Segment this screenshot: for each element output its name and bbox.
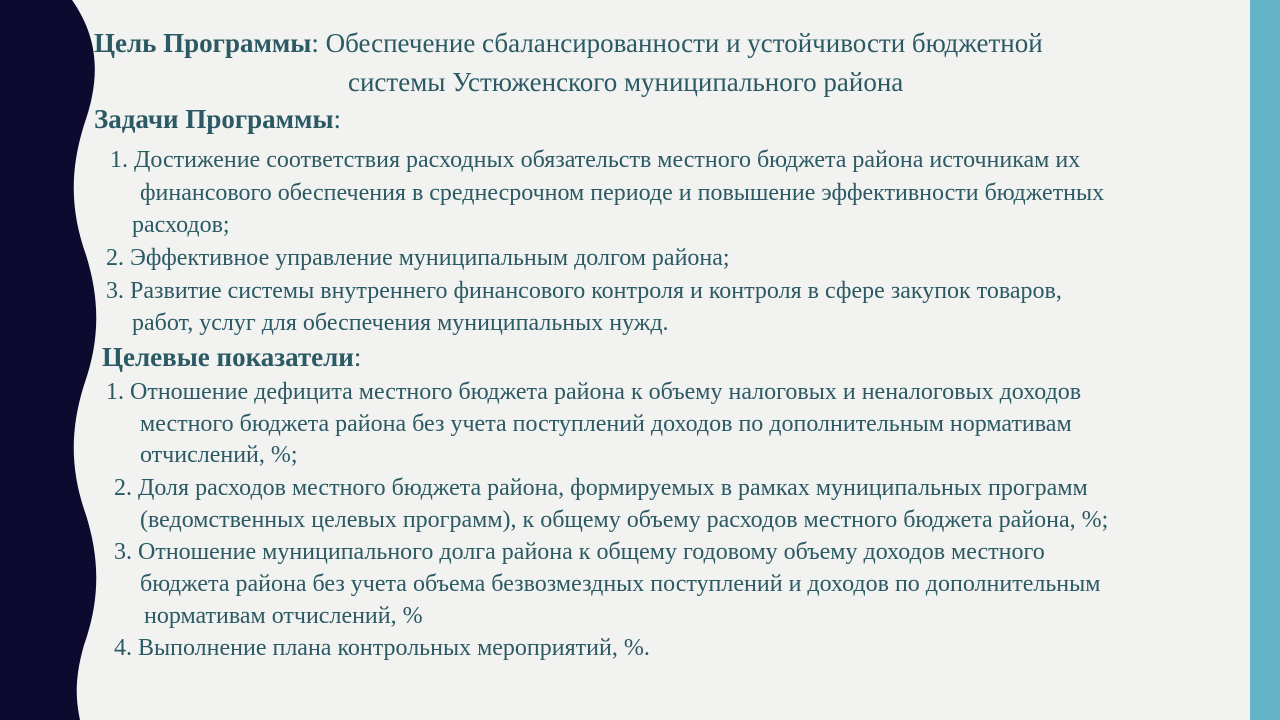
indicator-3-line-3: нормативам отчислений, % <box>144 603 423 629</box>
indicator-2-line-1: 2. Доля расходов местного бюджета района, формируемых в рамках муниципальных программ <box>114 475 1088 501</box>
task-1-line-1: 1. Достижение соответствия расходных обязательств местного бюджета района источникам их <box>110 147 1081 173</box>
goal-text-line-1: : Обеспечение сбалансированности и устойчивости бюджетной <box>311 28 1043 58</box>
task-3-line-1: 3. Развитие системы внутреннего финансового контроля и контроля в сфере закупок товаров, <box>106 278 1062 304</box>
tasks-colon: : <box>333 104 342 134</box>
goal-label: Цель Программы <box>94 28 312 58</box>
indicator-1-line-2: местного бюджета района без учета поступлений доходов по дополнительным нормативам <box>140 411 1072 437</box>
task-3-line-2: работ, услуг для обеспечения муниципальных нужд. <box>132 310 669 336</box>
indicators-colon: : <box>353 342 362 372</box>
goal-line-1 <box>94 28 1043 58</box>
indicators-heading <box>102 342 361 372</box>
indicator-3-line-1: 3. Отношение муниципального долга района к общему годовому объему доходов местного <box>114 539 1045 565</box>
task-1-line-2: финансового обеспечения в среднесрочном периоде и повышение эффективности бюджетных <box>140 180 1105 206</box>
task-1-line-3: расходов; <box>132 212 230 238</box>
indicator-3-line-2: бюджета района без учета объема безвозмездных поступлений и доходов по дополнительным <box>140 571 1101 597</box>
indicator-2-line-2: (ведомственных целевых программ), к общему объему расходов местного бюджета района, %; <box>140 507 1109 533</box>
task-2-line-1: 2. Эффективное управление муниципальным долгом района; <box>106 245 730 271</box>
goal-text-line-2: системы Устюженского муниципального района <box>348 67 904 97</box>
indicator-4-line-1: 4. Выполнение плана контрольных мероприятий, %. <box>114 635 650 661</box>
indicator-1-line-3: отчислений, %; <box>140 442 298 468</box>
indicators-label: Целевые показатели <box>102 342 354 372</box>
tasks-label: Задачи Программы <box>94 104 334 134</box>
tasks-heading <box>94 104 341 134</box>
indicator-1-line-1: 1. Отношение дефицита местного бюджета района к объему налоговых и неналоговых доходов <box>106 379 1082 405</box>
